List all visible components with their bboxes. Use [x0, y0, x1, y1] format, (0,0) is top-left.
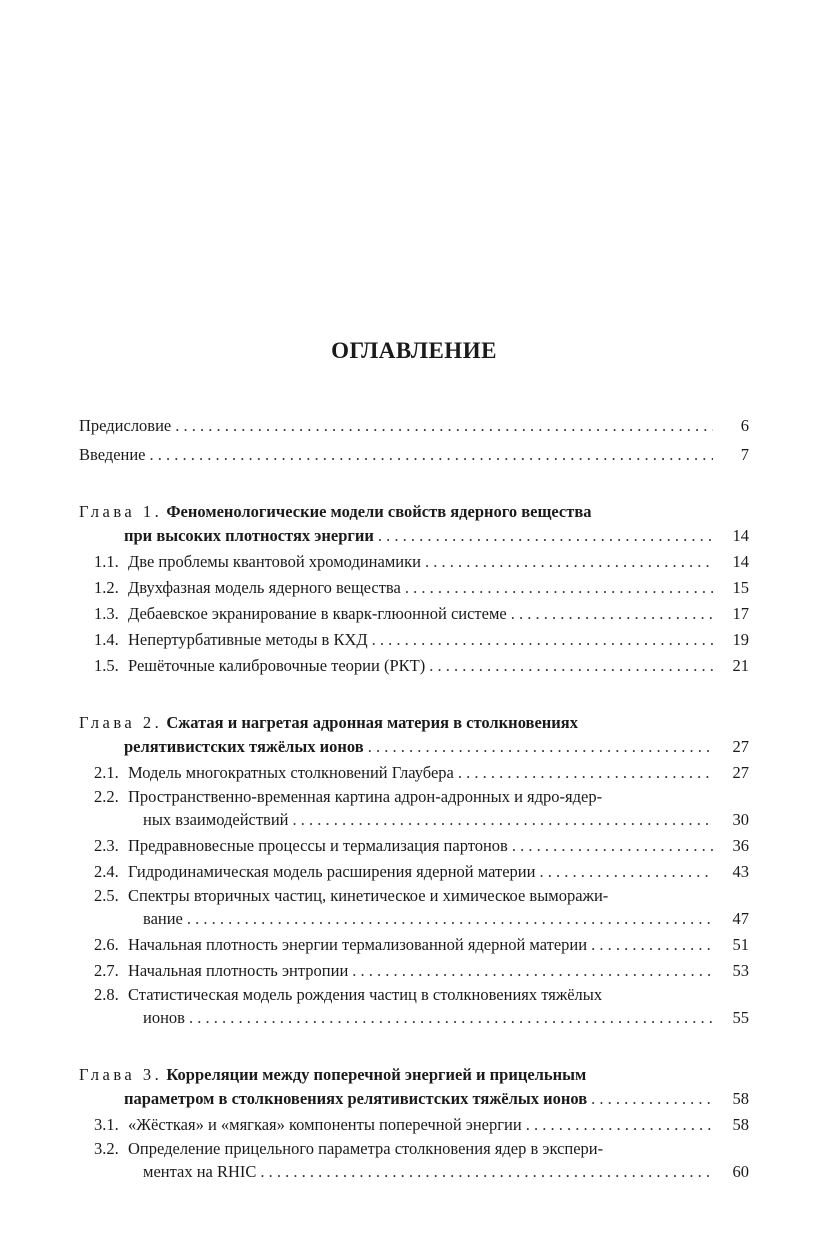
- chapter-prefix: Глава 2.: [79, 713, 163, 732]
- dot-leader: [512, 833, 713, 858]
- toc-page-number: 58: [732, 1115, 749, 1134]
- toc-page-number: 15: [732, 578, 749, 597]
- toc-section[interactable]: [79, 627, 749, 652]
- toc-section[interactable]: [79, 984, 749, 1030]
- section-number: 2.5.: [94, 886, 119, 905]
- section-title: Гидродинамическая модель расширения ядерной материи: [128, 862, 536, 881]
- dot-leader: [352, 958, 713, 983]
- toc-section[interactable]: [79, 601, 749, 626]
- dot-leader: [189, 1005, 713, 1030]
- dot-leader: [429, 653, 713, 678]
- toc-section[interactable]: [79, 833, 749, 858]
- toc-chapter-3: [79, 1064, 749, 1184]
- chapter-title-cont: при высоких плотностях энергии: [124, 523, 374, 548]
- section-title: Пространственно-временная картина адрон-адронных и ядро-ядер-: [128, 787, 603, 806]
- table-of-contents: [79, 413, 749, 1184]
- chapter-title-cont: параметром в столкновениях релятивистских тяжёлых ионов: [124, 1086, 587, 1111]
- toc-section[interactable]: [79, 549, 749, 574]
- dot-leader: [405, 575, 713, 600]
- section-number: 2.7.: [94, 961, 119, 980]
- dot-leader: [591, 932, 713, 957]
- dot-leader: [591, 1086, 713, 1111]
- chapter-heading-cont[interactable]: [79, 523, 749, 548]
- section-title: «Жёсткая» и «мягкая» компоненты поперечной энергии: [128, 1115, 522, 1134]
- section-title-cont: ных взаимодействий: [143, 807, 289, 832]
- section-number: 3.1.: [94, 1115, 119, 1134]
- toc-page-number: 60: [732, 1162, 749, 1181]
- section-title: Дебаевское экранирование в кварк-глюонной системе: [128, 604, 507, 623]
- toc-page-number: 43: [732, 862, 749, 881]
- section-title: Начальная плотность энтропии: [128, 961, 349, 980]
- section-title: Две проблемы квантовой хромодинамики: [128, 552, 421, 571]
- section-title-cont: ментах на RHIC: [143, 1159, 256, 1184]
- toc-entry-preface[interactable]: [79, 413, 749, 438]
- dot-leader: [458, 760, 713, 785]
- page-title: ОГЛАВЛЕНИЕ: [331, 338, 497, 363]
- section-title: Решёточные калибровочные теории (РКТ): [128, 656, 426, 675]
- chapter-heading[interactable]: [79, 501, 749, 523]
- section-number: 1.5.: [94, 656, 119, 675]
- chapter-title-cont: релятивистских тяжёлых ионов: [124, 734, 364, 759]
- section-number: 1.1.: [94, 552, 119, 571]
- toc-page-number: 30: [732, 810, 749, 829]
- section-number: 2.8.: [94, 985, 119, 1004]
- toc-section[interactable]: [79, 885, 749, 931]
- toc-page-number: 27: [732, 763, 749, 782]
- section-number: 2.1.: [94, 763, 119, 782]
- toc-page-number: 53: [732, 961, 749, 980]
- dot-leader: [260, 1159, 713, 1184]
- dot-leader: [187, 906, 713, 931]
- section-title: Начальная плотность энергии термализованной ядерной материи: [128, 935, 588, 954]
- section-title: Определение прицельного параметра столкновения ядер в экспери-: [128, 1139, 604, 1158]
- toc-entry-label: Введение: [79, 442, 146, 467]
- toc-section[interactable]: [79, 1138, 749, 1184]
- toc-page-number: 7: [740, 445, 749, 464]
- section-title-cont: вание: [143, 906, 183, 931]
- section-title: Модель многократных столкновений Глаубера: [128, 763, 454, 782]
- dot-leader: [425, 549, 713, 574]
- toc-page-number: 27: [732, 737, 749, 756]
- dot-leader: [539, 859, 713, 884]
- section-number: 3.2.: [94, 1139, 119, 1158]
- chapter-heading[interactable]: [79, 1064, 749, 1086]
- toc-section[interactable]: [79, 653, 749, 678]
- chapter-heading-cont[interactable]: [79, 734, 749, 759]
- toc-section[interactable]: [79, 760, 749, 785]
- section-number: 2.2.: [94, 787, 119, 806]
- toc-chapter-2: [79, 712, 749, 1030]
- toc-page-number: 51: [732, 935, 749, 954]
- section-number: 2.6.: [94, 935, 119, 954]
- chapter-heading-cont[interactable]: [79, 1086, 749, 1111]
- section-title: Двухфазная модель ядерного вещества: [128, 578, 401, 597]
- toc-section[interactable]: [79, 859, 749, 884]
- dot-leader: [526, 1112, 713, 1137]
- section-title: Предравновесные процессы и термализация партонов: [128, 836, 508, 855]
- chapter-heading[interactable]: [79, 712, 749, 734]
- chapter-title: Феноменологические модели свойств ядерного вещества: [166, 502, 592, 521]
- toc-page-number: 21: [732, 656, 749, 675]
- section-number: 1.4.: [94, 630, 119, 649]
- section-number: 1.2.: [94, 578, 119, 597]
- toc-page-number: 47: [732, 909, 749, 928]
- dot-leader: [150, 442, 713, 467]
- toc-section[interactable]: [79, 786, 749, 832]
- toc-page-number: 14: [732, 552, 749, 571]
- dot-leader: [372, 627, 713, 652]
- toc-page-number: 58: [732, 1089, 749, 1108]
- toc-page-number: 19: [732, 630, 749, 649]
- section-number: 2.3.: [94, 836, 119, 855]
- chapter-prefix: Глава 1.: [79, 502, 163, 521]
- dot-leader: [293, 807, 713, 832]
- toc-section[interactable]: [79, 932, 749, 957]
- toc-page-number: 17: [732, 604, 749, 623]
- dot-leader: [511, 601, 713, 626]
- section-title-cont: ионов: [143, 1005, 185, 1030]
- chapter-prefix: Глава 3.: [79, 1065, 163, 1084]
- toc-section[interactable]: [79, 958, 749, 983]
- section-number: 1.3.: [94, 604, 119, 623]
- toc-entry-introduction[interactable]: [79, 442, 749, 467]
- toc-page-number: 14: [732, 526, 749, 545]
- toc-chapter-1: [79, 501, 749, 678]
- section-title: Непертурбативные методы в КХД: [128, 630, 368, 649]
- toc-section[interactable]: [79, 1112, 749, 1137]
- chapter-title: Сжатая и нагретая адронная материя в столкновениях: [166, 713, 578, 732]
- section-title: Спектры вторичных частиц, кинетическое и химическое выморажи-: [128, 886, 609, 905]
- dot-leader: [175, 413, 713, 438]
- dot-leader: [378, 523, 713, 548]
- toc-page-number: 36: [732, 836, 749, 855]
- toc-entry-label: Предисловие: [79, 413, 171, 438]
- dot-leader: [368, 734, 713, 759]
- section-number: 2.4.: [94, 862, 119, 881]
- toc-page-number: 6: [740, 416, 749, 435]
- chapter-title: Корреляции между поперечной энергией и прицельным: [166, 1065, 587, 1084]
- toc-page-number: 55: [732, 1008, 749, 1027]
- toc-section[interactable]: [79, 575, 749, 600]
- section-title: Статистическая модель рождения частиц в столкновениях тяжёлых: [128, 985, 603, 1004]
